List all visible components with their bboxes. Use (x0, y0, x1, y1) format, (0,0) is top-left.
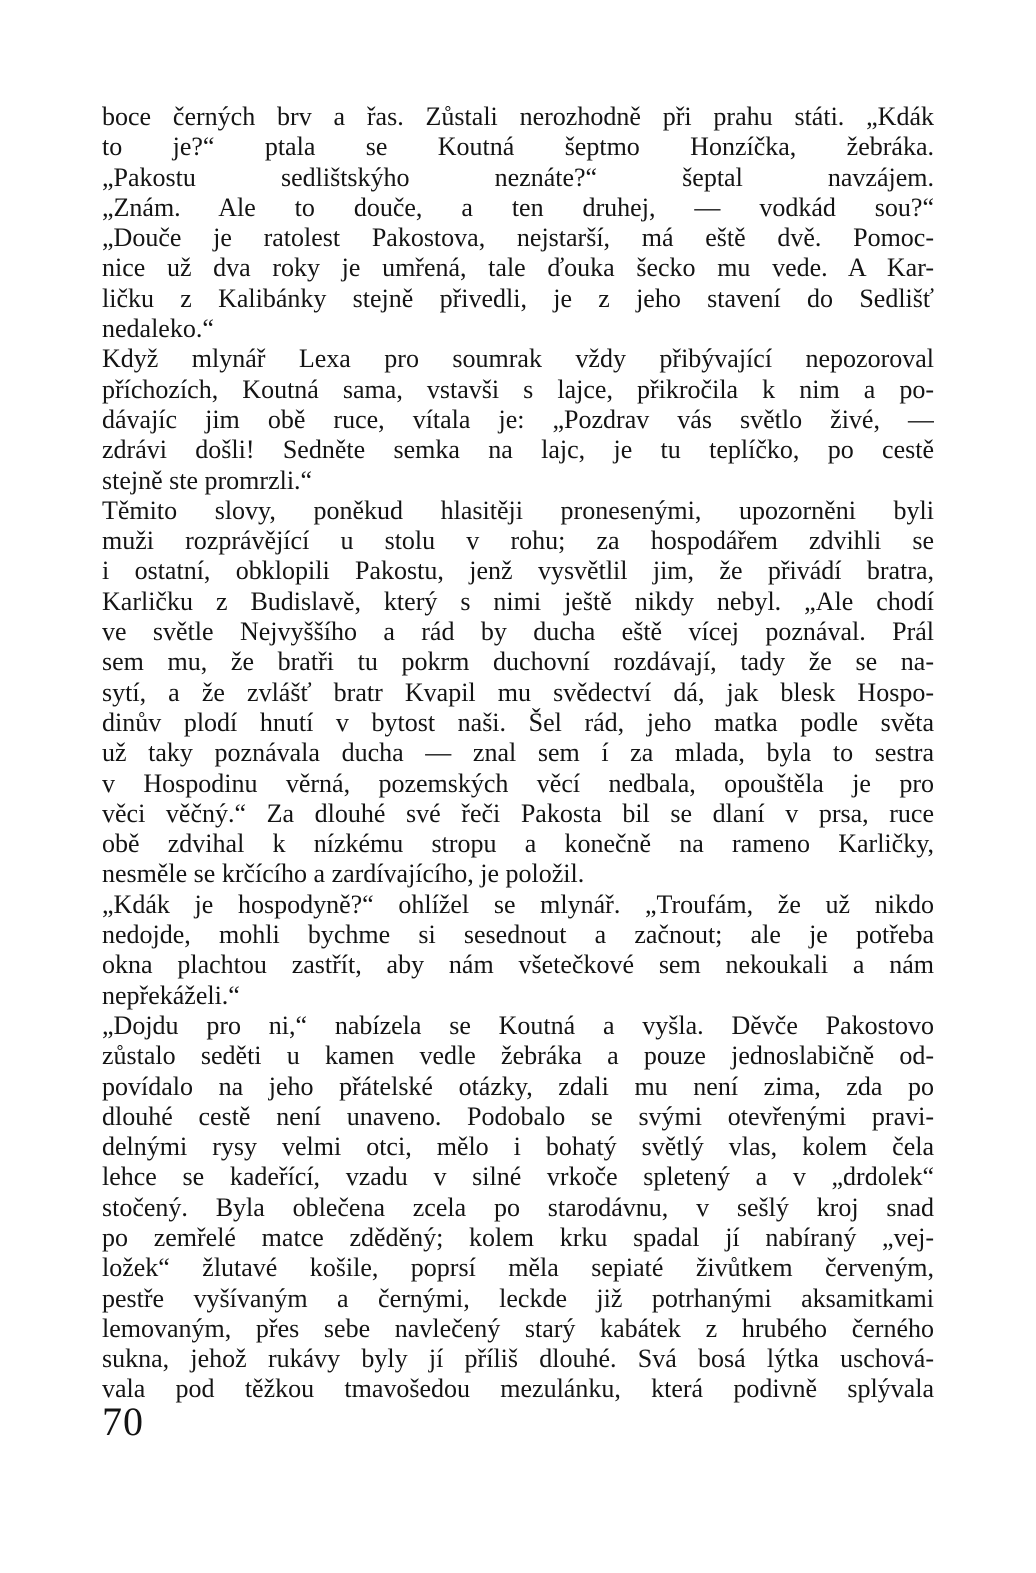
text-line: pestře vyšívaným a černými, leckde již potrhanými aksamitkami (102, 1283, 934, 1313)
text-line: boce černých brv a řas. Zůstali nerozhodně při prahu státi. „Kdák (102, 102, 934, 131)
text-line: nedojde, mohli bychme si sesednout a začnout; ale je potřeba (102, 920, 934, 950)
text-line: i ostatní, obklopili Pakostu, jenž vysvětlil jim, že přivádí bratra, (102, 556, 934, 586)
text-line: nesměle se krčícího a zardívajícího, je položil. (102, 859, 585, 889)
text-line: „Kdák je hospodyně?“ ohlížel se mlynář. „Troufám, že už nikdo (102, 889, 934, 919)
text-line: už taky poznávala ducha — znal sem í za mlada, byla to sestra (102, 738, 934, 768)
text-line: povídalo na jeho přátelské otázky, zdali mu není zima, zda po (102, 1071, 934, 1101)
text-line: stočený. Byla oblečena zcela po starodávnu, v sešlý kroj snad (102, 1192, 934, 1222)
text-line: lemovaným, přes sebe navlečený starý kabátek z hrubého černého (102, 1313, 934, 1343)
text-line: v Hospodinu věrná, pozemských věcí nedbala, opouštěla je pro (102, 768, 934, 798)
text-line: ve světle Nejvyššího a rád by ducha eště vícej poznával. Prál (102, 617, 934, 647)
text-line: po zemřelé matce zděděný; kolem krku spadal jí nabíraný „vej- (102, 1222, 934, 1252)
text-line: zůstalo seděti u kamen vedle žebráka a pouze jednoslabičně od- (102, 1041, 934, 1071)
text-line: zdrávi došli! Sedněte semka na lajc, je tu teplíčko, po cestě (102, 435, 934, 465)
text-line: delnými rysy velmi otci, mělo i bohatý světlý vlas, kolem čela (102, 1132, 934, 1162)
text-line: nepřekáželi.“ (102, 980, 240, 1010)
text-line: to je?“ ptala se Koutná šeptmo Honzíčka, žebráka. (102, 132, 934, 162)
body-text (102, 102, 934, 1405)
text-line: obě zdvihal k nízkému stropu a konečně na rameno Karličky, (102, 829, 934, 859)
text-line: „Douče je ratolest Pakostova, nejstarší, má eště dvě. Pomoc- (102, 223, 934, 253)
text-line: sukna, jehož rukávy byly jí příliš dlouhé. Svá bosá lýtka uschová- (102, 1344, 934, 1374)
text-line: lehce se kadeřící, vzadu v silné vrkoče spletený a v „drdolek“ (102, 1162, 934, 1192)
text-line: ložek“ žlutavé košile, poprsí měla sepiaté živůtkem červeným, (102, 1253, 934, 1283)
text-line: Těmito slovy, poněkud hlasitěji pronesenými, upozorněni byli (102, 495, 934, 525)
text-line: „Pakostu sedlištskýho neznáte?“ šeptal navzájem. (102, 162, 934, 192)
text-line: příchozích, Koutná sama, vstavši s lajce, přikročila k nim a po- (102, 374, 934, 404)
text-line: dinův plodí hnutí v bytost naši. Šel rád, jeho matka podle světa (102, 707, 934, 737)
text-line: stejně ste promrzli.“ (102, 465, 313, 495)
text-line: nice už dva roky je umřená, tale ďouka šecko mu vede. A Kar- (102, 253, 934, 283)
text-line: ličku z Kalibánky stejně přivedli, je z jeho stavení do Sedlišť (102, 283, 934, 313)
text-line: dlouhé cestě není unaveno. Podobalo se svými otevřenými pravi- (102, 1101, 934, 1131)
text-line: věci věčný.“ Za dlouhé své řeči Pakosta bil se dlaní v prsa, ruce (102, 798, 934, 828)
text-line: vala pod těžkou tmavošedou mezulánku, která podivně splývala (102, 1374, 934, 1404)
text-line: „Znám. Ale to douče, a ten druhej, — vodkád sou?“ (102, 192, 934, 222)
text-line: sem mu, že bratři tu pokrm duchovní rozdávají, tady že se na- (102, 647, 934, 677)
page-number: 70 (102, 1399, 144, 1444)
text-line: okna plachtou zastřít, aby nám všetečkové sem nekoukali a nám (102, 950, 934, 980)
text-line: Karličku z Budislavě, který s nimi ještě nikdy nebyl. „Ale chodí (102, 586, 934, 616)
text-line: nedaleko.“ (102, 314, 214, 344)
text-line: sytí, a že zvlášť bratr Kvapil mu svědectví dá, jak blesk Hospo- (102, 677, 934, 707)
text-line: „Dojdu pro ni,“ nabízela se Koutná a vyšla. Děvče Pakostovo (102, 1010, 934, 1040)
text-line: muži rozprávějící u stolu v rohu; za hospodářem zdvihli se (102, 526, 934, 556)
text-line: dávajíc jim obě ruce, vítala je: „Pozdrav vás světlo živé, — (102, 404, 934, 434)
text-line: Když mlynář Lexa pro soumrak vždy přibývající nepozoroval (102, 344, 934, 374)
